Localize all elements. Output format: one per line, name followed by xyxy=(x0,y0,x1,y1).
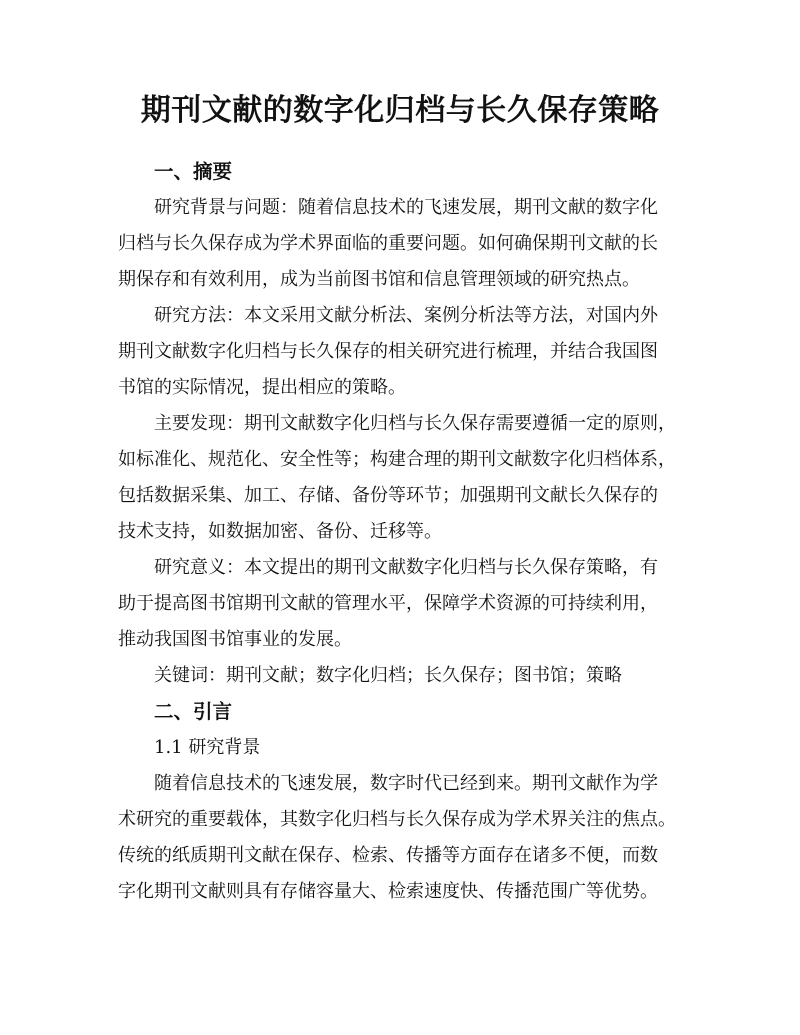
text-line: 研究意义：本文提出的期刊文献数字化归档与长久保存策略，有 xyxy=(154,557,658,578)
section-heading-abstract: 一、摘要 xyxy=(154,160,233,183)
text-line: 如标准化、规范化、安全性等；构建合理的期刊文献数字化归档体系， xyxy=(118,449,676,470)
text-line: 术研究的重要载体，其数字化归档与长久保存成为学术界关注的焦点。 xyxy=(118,809,676,830)
abstract-paragraph-method xyxy=(118,298,682,406)
text-line: 包括数据采集、加工、存储、备份等环节；加强期刊文献长久保存的 xyxy=(118,485,658,506)
abstract-paragraph-findings xyxy=(118,406,682,550)
text-line: 主要发现：期刊文献数字化归档与长久保存需要遵循一定的原则， xyxy=(154,413,676,434)
text-line: 字化期刊文献则具有存储容量大、检索速度快、传播范围广等优势。 xyxy=(118,881,658,902)
document-title: 期刊文献的数字化归档与长久保存策略 xyxy=(140,93,660,128)
section-heading-introduction: 二、引言 xyxy=(154,700,233,723)
abstract-paragraph-background xyxy=(118,190,682,298)
text-line: 期保存和有效利用，成为当前图书馆和信息管理领域的研究热点。 xyxy=(118,269,640,290)
text-line: 技术支持，如数据加密、备份、迁移等。 xyxy=(118,521,442,542)
text-line: 助于提高图书馆期刊文献的管理水平，保障学术资源的可持续利用， xyxy=(118,593,658,614)
keywords-line: 关键词：期刊文献；数字化归档；长久保存；图书馆；策略 xyxy=(154,665,622,686)
text-line: 归档与长久保存成为学术界面临的重要问题。如何确保期刊文献的长 xyxy=(118,233,658,254)
introduction-paragraph xyxy=(118,766,682,910)
text-line: 随着信息技术的飞速发展，数字时代已经到来。期刊文献作为学 xyxy=(154,773,658,794)
abstract-paragraph-significance xyxy=(118,550,682,658)
text-line: 期刊文献数字化归档与长久保存的相关研究进行梳理，并结合我国图 xyxy=(118,341,658,362)
text-line: 推动我国图书馆事业的发展。 xyxy=(118,629,352,650)
text-line: 传统的纸质期刊文献在保存、检索、传播等方面存在诸多不便，而数 xyxy=(118,845,658,866)
text-line: 研究方法：本文采用文献分析法、案例分析法等方法，对国内外 xyxy=(154,305,658,326)
text-line: 书馆的实际情况，提出相应的策略。 xyxy=(118,377,406,398)
subsection-heading-background: 1.1 研究背景 xyxy=(154,737,261,758)
text-line: 研究背景与问题：随着信息技术的飞速发展，期刊文献的数字化 xyxy=(154,197,658,218)
